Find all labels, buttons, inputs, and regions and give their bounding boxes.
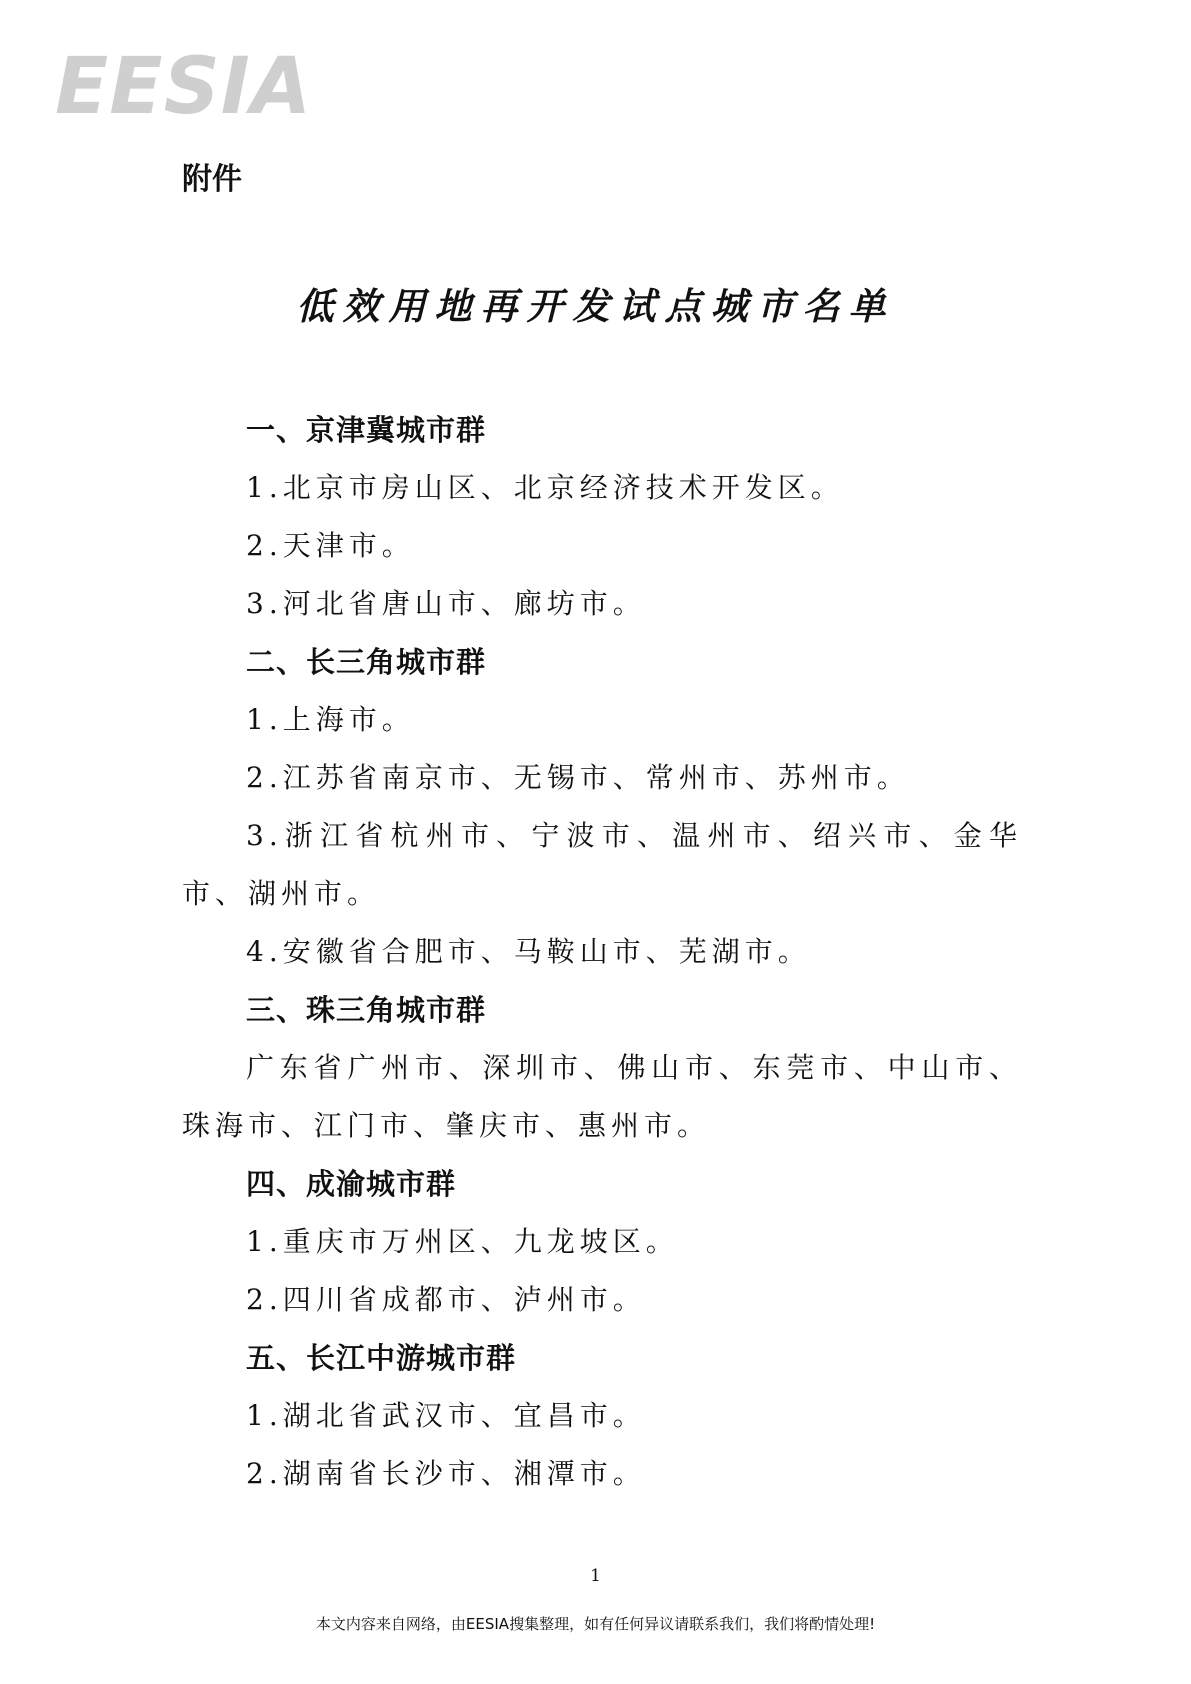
list-item: 4.安徽省合肥市、马鞍山市、芜湖市。 (246, 935, 811, 968)
list-item: 1.湖北省武汉市、宜昌市。 (246, 1399, 646, 1432)
list-item: 2.天津市。 (246, 529, 415, 562)
list-item: 1.上海市。 (246, 703, 415, 736)
list-item: 广东省广州市、深圳市、佛山市、东莞市、中山市、珠海市、江门市、肇庆市、惠州市。 (182, 1051, 1022, 1142)
document-title: 低效用地再开发试点城市名单 (296, 284, 895, 328)
eesia-logo: EESIA (55, 42, 313, 132)
list-item: 2.湖南省长沙市、湘潭市。 (246, 1457, 646, 1490)
section-jingjinji (182, 401, 1022, 633)
city-list (182, 401, 1022, 1503)
section-pearl-delta (182, 981, 1022, 1155)
section-heading: 一、京津冀城市群 (246, 413, 487, 447)
section-heading: 五、长江中游城市群 (246, 1341, 517, 1375)
list-item: 1.重庆市万州区、九龙坡区。 (246, 1225, 679, 1258)
list-item: 2.江苏省南京市、无锡市、常州市、苏州市。 (246, 761, 910, 794)
section-middle-yangtze (182, 1329, 1022, 1503)
footer-disclaimer: 本文内容来自网络，由EESIA搜集整理，如有任何异议请联系我们，我们将酌情处理! (315, 1615, 876, 1633)
list-item: 3.浙江省杭州市、宁波市、温州市、绍兴市、金华市、湖州市。 (182, 819, 1022, 910)
page-number: 1 (590, 1566, 601, 1586)
attachment-label: 附件 (182, 162, 242, 197)
section-chengyu (182, 1155, 1022, 1329)
list-item: 1.北京市房山区、北京经济技术开发区。 (246, 471, 844, 504)
list-item: 2.四川省成都市、泸州市。 (246, 1283, 646, 1316)
section-heading: 二、长三角城市群 (246, 645, 487, 679)
list-item: 3.河北省唐山市、廊坊市。 (246, 587, 646, 620)
section-heading: 四、成渝城市群 (246, 1167, 457, 1201)
section-heading: 三、珠三角城市群 (246, 993, 487, 1027)
section-yangtze-delta (182, 633, 1022, 981)
